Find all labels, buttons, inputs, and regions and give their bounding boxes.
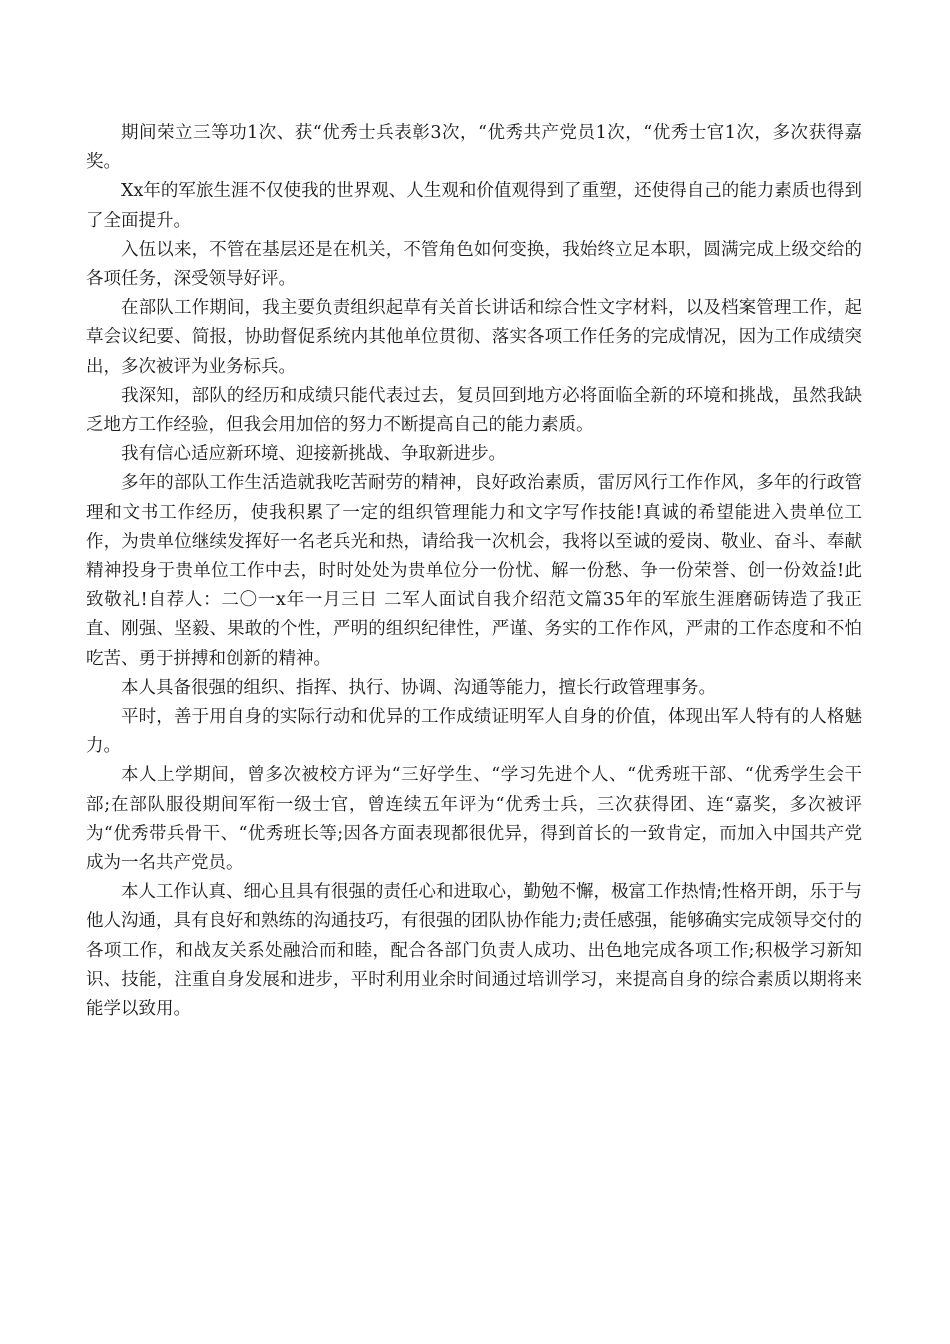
paragraph-8: 本人具备很强的组织、指挥、执行、协调、沟通等能力，擅长行政管理事务。: [121, 677, 716, 698]
paragraph-1: 期间荣立三等功1次、获“优秀士兵表彰3次，“优秀共产党员1次，“优秀士官1次，多次获得嘉奖。: [86, 123, 862, 173]
paragraph-10: 本人上学期间，曾多次被校方评为“三好学生、“学习先进个人、“优秀班干部、“优秀学生会干部;在部队服役期间军衔一级士官，曾连续五年评为“优秀士兵，三次获得团、连“嘉奖，多次被评为“优秀带兵骨干、“优秀班长等;因各方面表现都很优异，得到首长的一致肯定，而加入中国共产党成为一名共产党员。: [86, 765, 862, 874]
paragraph-7: 多年的部队工作生活造就我吃苦耐劳的精神，良好政治素质，雷厉风行工作作风，多年的行政管理和文书工作经历，使我积累了一定的组织管理能力和文字写作技能!真诚的希望能进入贵单位工作，为贵单位继续发挥好一名老兵光和热，请给我一次机会，我将以至诚的爱岗、敬业、奋斗、奉献精神投身于贵单位工作中去，时时处处为贵单位分一份忧、解一份愁、争一份荣誉、创一份效益!此致敬礼!自荐人：二〇一x年一月三日 二军人面试自我介绍范文篇35年的军旅生涯磨砺铸造了我正直、刚强、坚毅、果敢的个性，严明的组织纪律性，严谨、务实的工作作风，严肃的工作态度和不怕吃苦、勇于拼搏和创新的精神。: [86, 473, 862, 669]
paragraph-9: 平时，善于用自身的实际行动和优异的工作成绩证明军人自身的价值，体现出军人特有的人格魅力。: [86, 707, 862, 757]
paragraph-3: 入伍以来，不管在基层还是在机关，不管角色如何变换，我始终立足本职，圆满完成上级交给的各项任务，深受领导好评。: [86, 239, 862, 290]
document-body: [86, 119, 862, 1024]
paragraph-11: 本人工作认真、细心且具有很强的责任心和进取心，勤勉不懈，极富工作热情;性格开朗，乐于与他人沟通，具有良好和熟练的沟通技巧，有很强的团队协作能力;责任感强，能够确实完成领导交付的各项工作，和战友关系处融洽而和睦，配合各部门负责人成功、出色地完成各项工作;积极学习新知识、技能，注重自身发展和进步，平时利用业余时间通过培训学习，来提高自身的综合素质以期将来能学以致用。: [86, 882, 862, 1020]
paragraph-6: 我有信心适应新环境、迎接新挑战、争取新进步。: [121, 444, 506, 465]
paragraph-5: 我深知，部队的经历和成绩只能代表过去，复员回到地方必将面临全新的环境和挑战，虽然我缺乏地方工作经验，但我会用加倍的努力不断提高自己的能力素质。: [86, 385, 862, 436]
paragraph-4: 在部队工作期间，我主要负责组织起草有关首长讲话和综合性文字材料，以及档案管理工作，起草会议纪要、简报，协助督促系统内其他单位贯彻、落实各项工作任务的完成情况，因为工作成绩突出，多次被评为业务标兵。: [86, 298, 862, 377]
paragraph-2: Xx年的军旅生涯不仅使我的世界观、人生观和价值观得到了重塑，还使得自己的能力素质也得到了全面提升。: [86, 181, 862, 231]
